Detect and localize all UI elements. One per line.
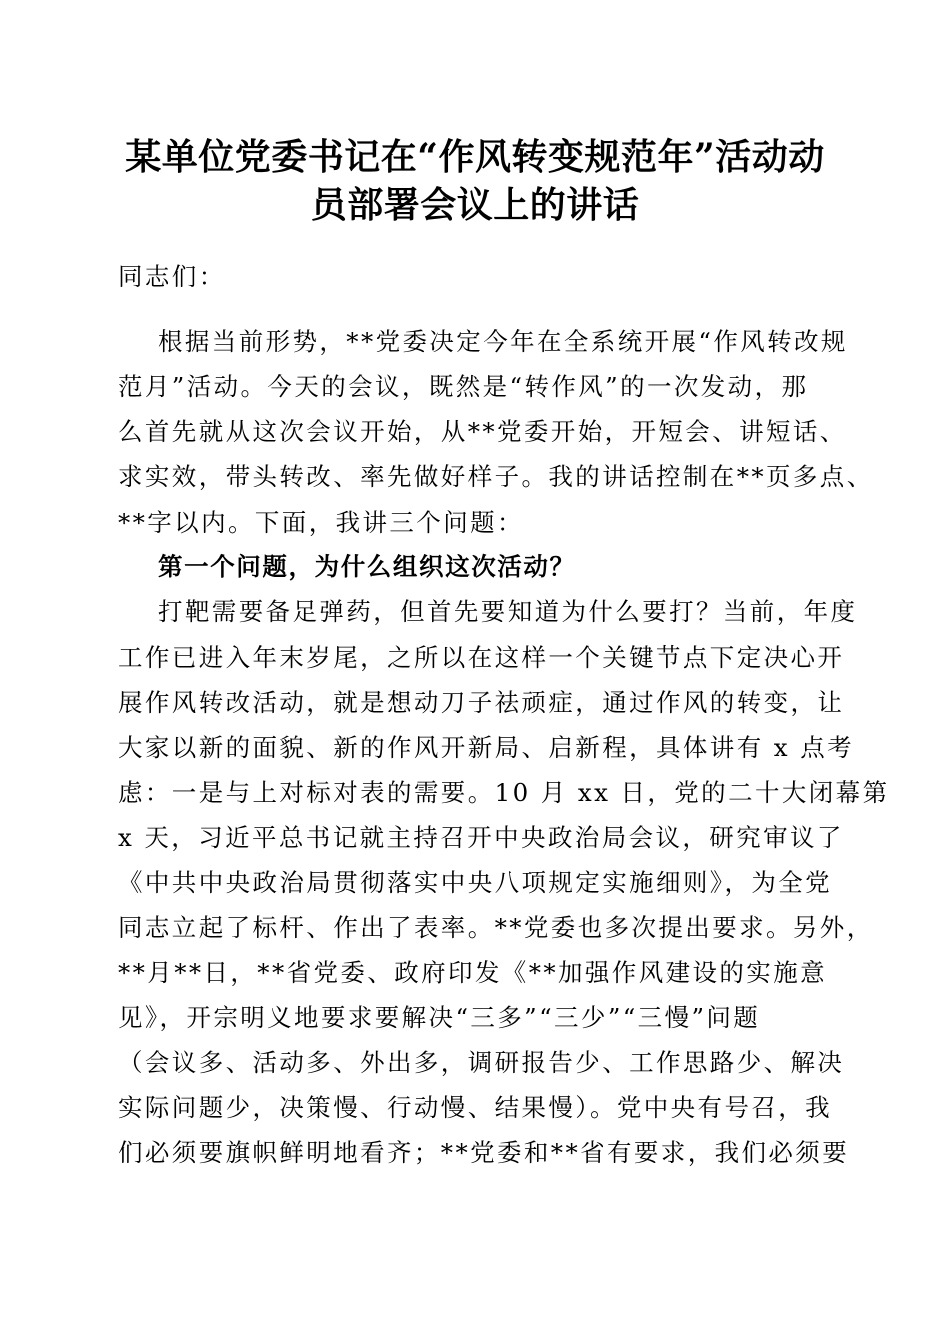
paragraph-line: 大家以新的面貌、新的作风开新局、启新程，具体讲有 x 点考 xyxy=(118,733,854,762)
paragraph-line: 么首先就从这次会议开始，从**党委开始，开短会、讲短话、 xyxy=(118,417,847,446)
paragraph-line: 范月”活动。今天的会议，既然是“转作风”的一次发动，那 xyxy=(118,372,809,401)
paragraph-line: **月**日，**省党委、政府印发《**加强作风建设的实施意 xyxy=(118,958,827,987)
document-title-line-1: 某单位党委书记在“作风转变规范年”活动动 xyxy=(125,136,825,178)
paragraph-line: 们必须要旗帜鲜明地看齐；**党委和**省有要求，我们必须要 xyxy=(118,1138,850,1167)
paragraph-line: 根据当前形势，**党委决定今年在全系统开展“作风转改规 xyxy=(158,327,848,356)
paragraph-line: x 天，习近平总书记就主持召开中央政治局会议，研究审议了 xyxy=(118,823,844,852)
paragraph-line: **字以内。下面，我讲三个问题： xyxy=(118,508,524,537)
paragraph-line: 实际问题少，决策慢、行动慢、结果慢）。党中央有号召，我 xyxy=(118,1093,833,1122)
paragraph-line: 打靶需要备足弹药，但首先要知道为什么要打？当前，年度 xyxy=(158,597,858,626)
paragraph-line: 求实效，带头转改、率先做好样子。我的讲话控制在**页多点、 xyxy=(118,462,874,491)
document-title-line-2: 员部署会议上的讲话 xyxy=(310,184,640,226)
paragraph-line: （会议多、活动多、外出多，调研报告少、工作思路少、解决 xyxy=(118,1048,845,1077)
paragraph-line: 同志立起了标杆、作出了表率。**党委也多次提出要求。另外， xyxy=(118,913,874,942)
paragraph-line: 虑：一是与上对标对表的需要。10 月 xx 日，党的二十大闭幕第 xyxy=(118,778,890,807)
paragraph-line: 工作已进入年末岁尾，之所以在这样一个关键节点下定决心开 xyxy=(118,643,845,672)
salutation: 同志们： xyxy=(118,262,226,291)
section-heading: 第一个问题，为什么组织这次活动？ xyxy=(158,552,576,581)
paragraph-line: 见》，开宗明义地要求要解决“三多”“三少”“三慢”问题 xyxy=(118,1003,761,1032)
paragraph-line: 《中共中央政治局贯彻落实中央八项规定实施细则》，为全党 xyxy=(118,868,833,897)
paragraph-line: 展作风转改活动，就是想动刀子祛顽症，通过作风的转变，让 xyxy=(118,688,845,717)
